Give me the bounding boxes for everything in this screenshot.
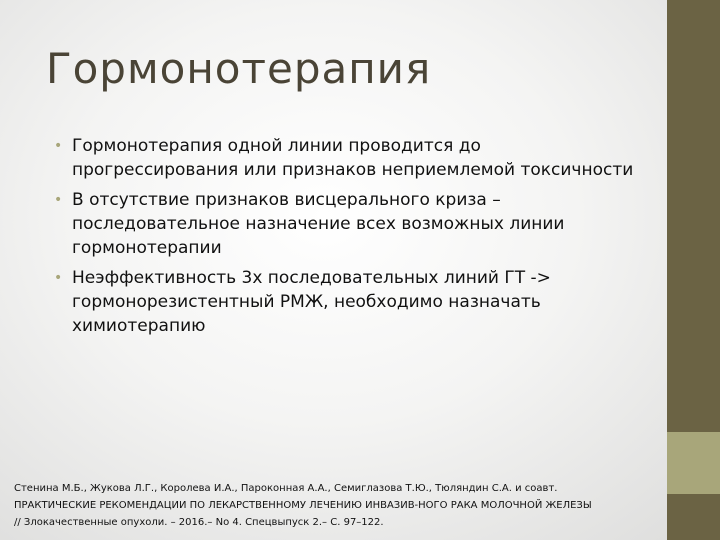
- slide-title: Гормонотерапия: [46, 44, 432, 93]
- bullet-text: Неэффективность 3х последовательных линий ГТ -> гормонорезистентный РМЖ, необходимо назначать химиотерапию: [72, 268, 551, 336]
- bullet-list: [52, 134, 642, 344]
- sidebar-accent-decor: [667, 432, 720, 494]
- bullet-icon: •: [54, 192, 63, 208]
- bullet-icon: •: [54, 138, 63, 154]
- bullet-text: Гормонотерапия одной линии проводится до прогрессирования или признаков неприемлемой токсичности: [72, 136, 634, 180]
- bullet-item: [52, 134, 642, 182]
- bullet-item: [52, 266, 642, 338]
- citation: [14, 480, 664, 531]
- bullet-icon: •: [54, 270, 63, 286]
- citation-line: ПРАКТИЧЕСКИЕ РЕКОМЕНДАЦИИ ПО ЛЕКАРСТВЕННОМУ ЛЕЧЕНИЮ ИНВАЗИВ-НОГО РАКА МОЛОЧНОЙ ЖЕЛЕЗЫ: [14, 500, 592, 511]
- citation-line: // Злокачественные опухоли. – 2016.– No 4. Спецвыпуск 2.– С. 97–122.: [14, 517, 384, 528]
- bullet-item: [52, 188, 642, 260]
- bullet-text: В отсутствие признаков висцерального криза – последовательное назначение всех возможных линии гормонотерапии: [72, 190, 565, 258]
- citation-line: Стенина М.Б., Жукова Л.Г., Королева И.А., Пароконная А.А., Семиглазова Т.Ю., Тюляндин С.А. и соавт.: [14, 483, 558, 494]
